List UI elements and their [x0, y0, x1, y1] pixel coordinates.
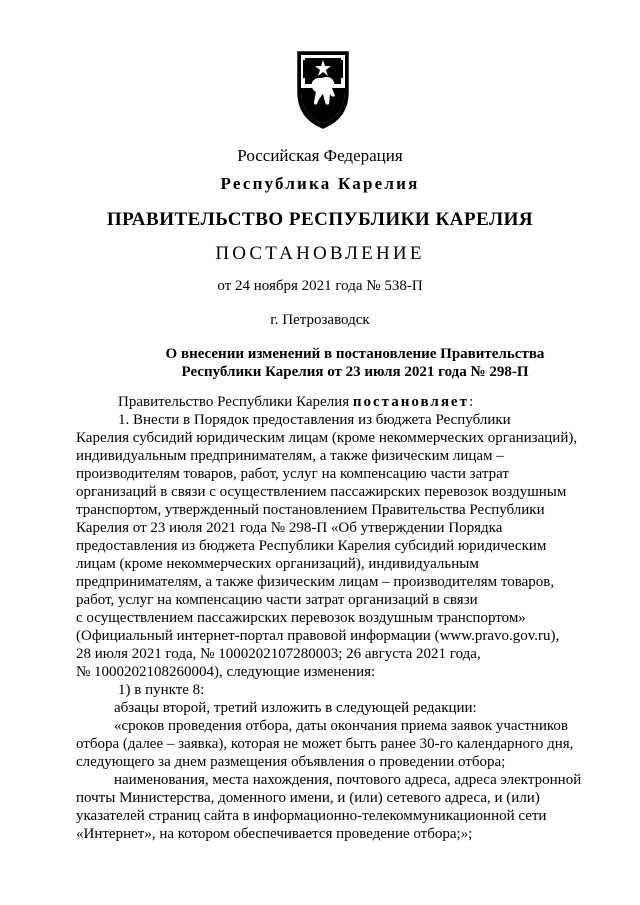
government-title: ПРАВИТЕЛЬСТВО РЕСПУБЛИКИ КАРЕЛИЯ: [106, 209, 534, 230]
body-line: «Интернет», на котором обеспечивается проведение отбора;»;: [76, 826, 473, 842]
document-type: ПОСТАНОВЛЕНИЕ: [215, 243, 425, 264]
document-subject: [150, 345, 560, 381]
document-body: [76, 393, 582, 843]
body-line: Карелия субсидий юридическим лицам (кроме некоммерческих организаций),: [76, 430, 578, 446]
body-line: 1) в пункте 8:: [118, 682, 205, 698]
body-line: (Официальный интернет-портал правовой информации (www.pravo.gov.ru),: [76, 628, 560, 644]
body-line: производителям товаров, работ, услуг на компенсацию части затрат: [76, 466, 509, 482]
body-line: работ, услуг на компенсацию части затрат организаций в связи: [76, 592, 478, 608]
subject-line-2: Республики Карелия от 23 июля 2021 года № 298-П: [181, 364, 529, 380]
body-line: № 1000202108260004), следующие изменения:: [76, 664, 376, 680]
country-name: Российская Федерация: [237, 146, 403, 165]
body-line: почты Министерства, доменного имени, и (или) сетевого адреса, и (или): [76, 790, 540, 806]
intro-lead: Правительство Республики Карелия: [118, 394, 353, 410]
body-line: предпринимателям, а также физическим лицам – производителям товаров,: [76, 574, 555, 590]
document-city: г. Петрозаводск: [270, 312, 370, 328]
body-line: предоставления из бюджета Республики Карелия субсидий юридическим: [76, 538, 547, 554]
body-line: наименования, места нахождения, почтового адреса, адреса электронной: [114, 772, 582, 788]
karelia-coat-of-arms-icon: [295, 48, 351, 130]
body-line: Карелия от 23 июля 2021 года № 298-П «Об утверждении Порядка: [76, 520, 503, 536]
decree-word: постановляет: [352, 394, 469, 410]
body-line: указателей страниц сайта в информационно-телекоммуникационной сети: [76, 808, 547, 824]
body-line: транспортом, утвержденный постановлением Правительства Республики: [76, 502, 545, 518]
body-line: лицам (кроме некоммерческих организаций), индивидуальным: [76, 556, 479, 572]
body-line: следующего за днем размещения объявления о проведении отбора;: [76, 754, 506, 770]
subject-line-1: О внесении изменений в постановление Правительства: [165, 346, 545, 362]
body-line: организаций в связи с осуществлением пассажирских перевозок воздушным: [76, 484, 567, 500]
body-line: «сроков проведения отбора, даты окончания приема заявок участников: [114, 718, 568, 734]
intro-paragraph: [76, 393, 562, 411]
body-line: отбора (далее – заявка), которая не может быть ранее 30-го календарного дня,: [76, 736, 574, 752]
body-line: с осуществлением пассажирских перевозок воздушным транспортом»: [76, 610, 526, 626]
body-line: абзацы второй, третий изложить в следующей редакции:: [114, 700, 477, 716]
body-line: 1. Внести в Порядок предоставления из бюджета Республики: [118, 412, 511, 428]
body-line: 28 июля 2021 года, № 1000202107280003; 26 августа 2021 года,: [76, 646, 481, 662]
body-line: индивидуальным предпринимателям, а также физическим лицам –: [76, 448, 504, 464]
intro-tail: :: [468, 394, 474, 410]
document-date-number: от 24 ноября 2021 года № 538-П: [217, 278, 423, 294]
republic-name: Республика Карелия: [220, 174, 420, 193]
